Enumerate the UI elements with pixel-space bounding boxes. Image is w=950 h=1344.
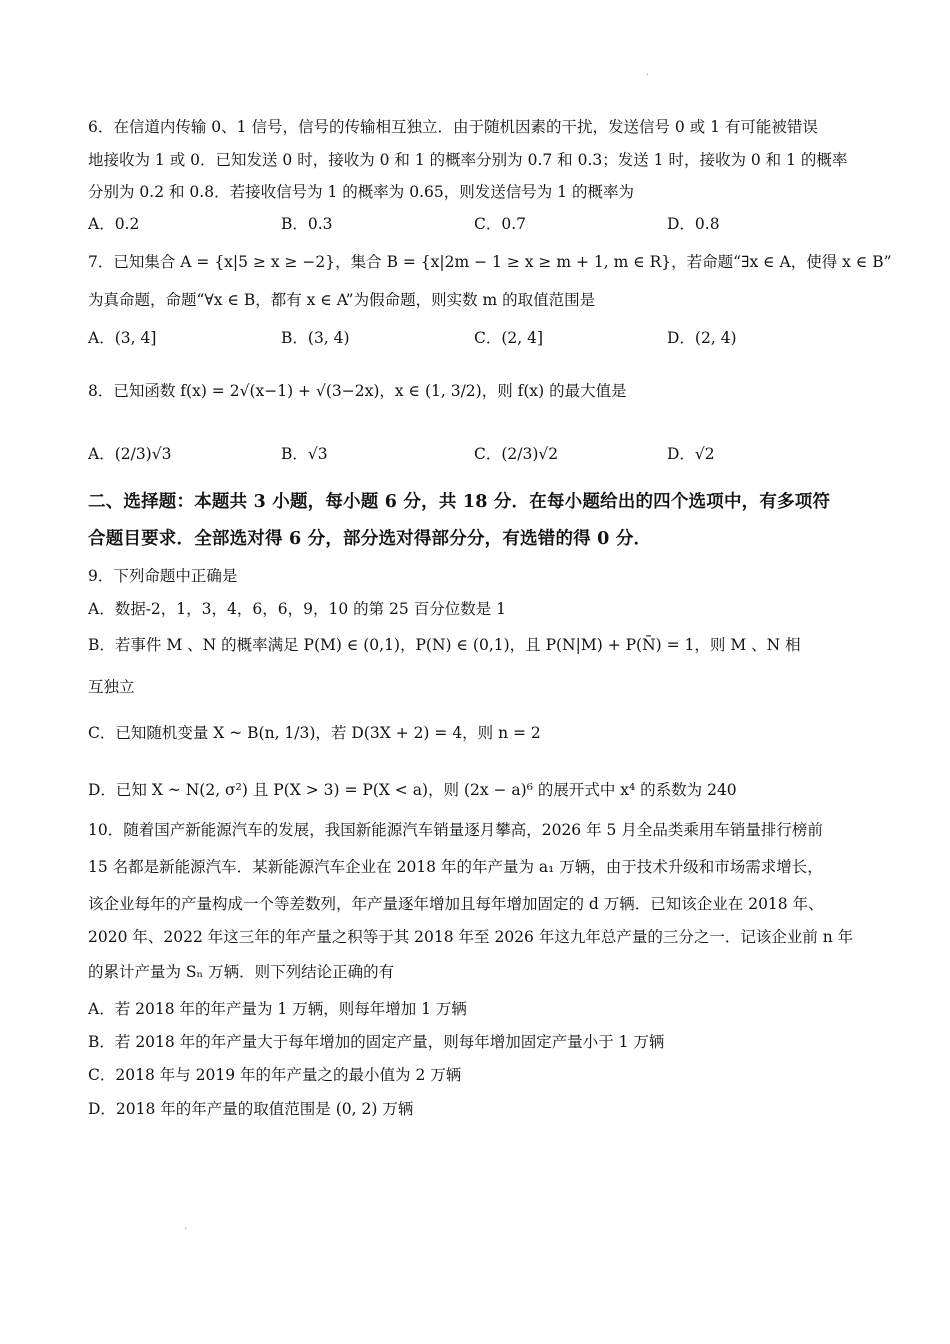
q9-option-b-line-2: 互独立 <box>88 678 135 696</box>
q8-options <box>88 443 866 465</box>
q9-stem: 9．下列命题中正确是 <box>88 567 238 585</box>
q10-line-1: 10．随着国产新能源汽车的发展，我国新能源汽车销量逐月攀高，2026 年 5 月全品类乘用车销量排行榜前 <box>88 821 823 839</box>
section2-heading-line-2: 合题目要求．全部选对得 6 分，部分选对得部分分，有选错的得 0 分． <box>88 529 652 549</box>
q9-option-d: D．已知 X ~ N(2, σ²) 且 P(X > 3) = P(X < a)，则 (2x − a)⁶ 的展开式中 x⁴ 的系数为 240 <box>88 781 737 799</box>
q7-option-d: D．(2, 4) <box>667 329 737 347</box>
q10-line-4: 2020 年、2022 年这三年的年产量之积等于其 2018 年至 2026 年这九年总产量的三分之一．记该企业前 n 年 <box>88 928 854 946</box>
q10-option-b: B．若 2018 年的年产量大于每年增加的固定产量，则每年增加固定产量小于 1 万辆 <box>88 1033 665 1051</box>
q7-line-1: 7．已知集合 A = {x|5 ≥ x ≥ −2}，集合 B = {x|2m − 1 ≥ x ≥ m + 1, m ∈ R}，若命题“∃x ∈ A，使得 x ∈ B” <box>88 253 892 271</box>
q7-option-a: A．(3, 4] <box>88 329 157 347</box>
q10-line-3: 该企业每年的产量构成一个等差数列，年产量逐年增加且每年增加固定的 d 万辆．已知该企业在 2018 年、 <box>88 895 824 913</box>
q6-option-b: B．0.3 <box>281 215 333 233</box>
scan-dot: · <box>184 1224 188 1235</box>
q6-option-c: C．0.7 <box>474 215 527 233</box>
q10-option-c: C．2018 年与 2019 年的年产量之的最小值为 2 万辆 <box>88 1066 462 1084</box>
q10-line-5: 的累计产量为 Sₙ 万辆．则下列结论正确的有 <box>88 963 395 981</box>
q6-option-a: A．0.2 <box>88 215 140 233</box>
q6-line-1: 6．在信道内传输 0、1 信号，信号的传输相互独立．由于随机因素的干扰，发送信号 0 或 1 有可能被错误 <box>88 118 818 136</box>
q6-line-3: 分别为 0.2 和 0.8．若接收信号为 1 的概率为 0.65，则发送信号为 1 的概率为 <box>88 183 634 201</box>
q9-option-c: C．已知随机变量 X ~ B(n, 1/3)，若 D(3X + 2) = 4，则 n = 2 <box>88 724 541 742</box>
q8-option-b: B．√3 <box>281 445 328 463</box>
q6-line-2: 地接收为 1 或 0．已知发送 0 时，接收为 0 和 1 的概率分别为 0.7 和 0.3；发送 1 时，接收为 0 和 1 的概率 <box>88 151 848 169</box>
q6-options <box>88 213 866 235</box>
scan-dot: · <box>646 70 650 81</box>
q9-option-b-line-1: B．若事件 M 、N 的概率满足 P(M) ∈ (0,1)，P(N) ∈ (0,1)，且 P(N|M) + P(N̄) = 1，则 M 、N 相 <box>88 636 801 654</box>
q8-line-1: 8．已知函数 f(x) = 2√(x−1) + √(3−2x)，x ∈ (1, 3/2)，则 f(x) 的最大值是 <box>88 382 627 400</box>
q9-option-a: A．数据-2，1，3，4，6，6，9，10 的第 25 百分位数是 1 <box>88 600 506 618</box>
q10-option-a: A．若 2018 年的年产量为 1 万辆，则每年增加 1 万辆 <box>88 1000 467 1018</box>
q6-option-d: D．0.8 <box>667 215 720 233</box>
q10-option-d: D．2018 年的年产量的取值范围是 (0, 2) 万辆 <box>88 1100 414 1118</box>
q8-option-d: D．√2 <box>667 445 715 463</box>
q7-line-2: 为真命题，命题“∀x ∈ B，都有 x ∈ A”为假命题，则实数 m 的取值范围是 <box>88 291 596 309</box>
q7-option-b: B．(3, 4) <box>281 329 350 347</box>
q7-option-c: C．(2, 4] <box>474 329 544 347</box>
section2-heading-line-1: 二、选择题：本题共 3 小题，每小题 6 分，共 18 分．在每小题给出的四个选项中，有多项符 <box>88 492 831 512</box>
q7-options <box>88 327 866 349</box>
q10-line-2: 15 名都是新能源汽车．某新能源汽车企业在 2018 年的年产量为 a₁ 万辆，由于技术升级和市场需求增长， <box>88 858 823 876</box>
q8-option-a: A．(2/3)√3 <box>88 445 172 463</box>
q8-option-c: C．(2/3)√2 <box>474 445 559 463</box>
